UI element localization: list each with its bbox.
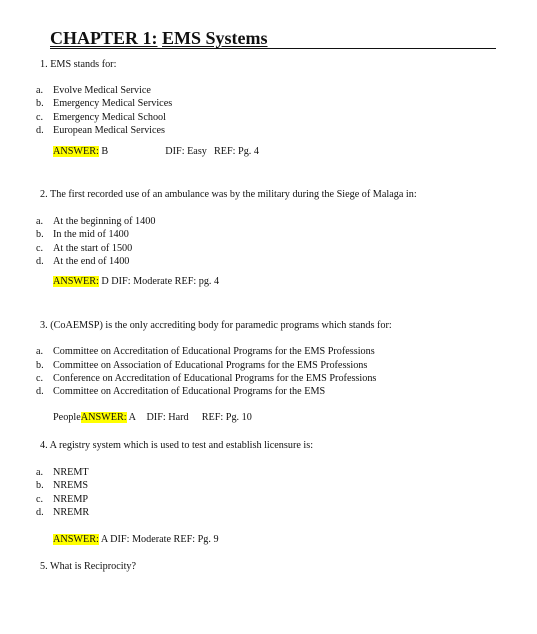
question-text: (CoAEMSP) is the only accrediting body for paramedic programs which stands for:	[50, 320, 392, 331]
question-3	[40, 320, 392, 331]
difficulty: DIF: Hard	[146, 412, 189, 423]
answer-line-3	[53, 412, 252, 423]
answer-prefix: People	[53, 412, 81, 423]
option-text: NREMS	[53, 480, 89, 491]
answer-line-4	[53, 534, 219, 545]
option-text: Evolve Medical Service	[53, 85, 151, 96]
option-4d	[36, 507, 89, 518]
option-text: NREMR	[53, 507, 90, 518]
option-letter: d.	[36, 386, 44, 397]
answer-value: D	[101, 276, 109, 287]
option-1d	[36, 125, 165, 136]
option-letter: a.	[36, 216, 44, 227]
option-text: At the beginning of 1400	[53, 216, 156, 227]
reference: REF: Pg. 4	[213, 146, 259, 157]
option-text: At the start of 1500	[53, 243, 133, 254]
question-1	[40, 59, 116, 70]
option-4b	[36, 480, 88, 491]
option-text: Committee on Association of Educational Programs for the EMS Professions	[53, 360, 368, 371]
question-number: 5.	[40, 561, 48, 572]
option-letter: d.	[36, 507, 44, 518]
answer-value: B	[101, 146, 109, 157]
option-text: Emergency Medical Services	[53, 98, 173, 109]
option-letter: c.	[36, 112, 44, 123]
option-letter: b.	[36, 480, 44, 491]
question-4	[40, 440, 313, 451]
option-2c	[36, 243, 132, 254]
option-1a	[36, 85, 151, 96]
answer-label: ANSWER:	[53, 146, 99, 157]
option-2d	[36, 256, 129, 267]
option-1c	[36, 112, 166, 123]
chapter-title-rule	[50, 28, 496, 49]
option-letter: c.	[36, 494, 44, 505]
question-number: 3.	[40, 320, 48, 331]
option-letter: b.	[36, 98, 44, 109]
answer-value: A	[128, 412, 136, 423]
question-text: The first recorded use of an ambulance was by the military during the Siege of Malaga in:	[50, 189, 417, 200]
option-3b	[36, 360, 367, 371]
question-number: 4.	[40, 440, 48, 451]
option-3c	[36, 373, 376, 384]
reference: REF: Pg. 9	[173, 534, 219, 545]
option-text: At the end of 1400	[53, 256, 130, 267]
option-text: Committee on Accreditation of Educational Programs for the EMS	[53, 386, 326, 397]
option-3a	[36, 346, 375, 357]
option-text: In the mid of 1400	[53, 229, 129, 240]
difficulty: DIF: Easy	[165, 146, 207, 157]
option-2b	[36, 229, 129, 240]
option-letter: b.	[36, 360, 44, 371]
option-letter: a.	[36, 346, 44, 357]
option-1b	[36, 98, 172, 109]
answer-label: ANSWER:	[80, 412, 127, 423]
answer-value: A	[100, 534, 108, 545]
option-letter: d.	[36, 125, 44, 136]
question-text: What is Reciprocity?	[50, 561, 137, 572]
answer-line-1	[53, 146, 259, 157]
option-4a	[36, 467, 89, 478]
answer-label: ANSWER:	[53, 534, 99, 545]
reference: REF: Pg. 10	[201, 412, 252, 423]
question-number: 2.	[40, 189, 48, 200]
option-3d	[36, 386, 325, 397]
option-letter: c.	[36, 243, 44, 254]
difficulty: DIF: Moderate	[111, 276, 173, 287]
option-letter: a.	[36, 85, 44, 96]
option-letter: c.	[36, 373, 44, 384]
option-2a	[36, 216, 155, 227]
option-text: NREMP	[53, 494, 89, 505]
question-text: A registry system which is used to test and establish licensure is:	[49, 440, 314, 451]
question-number: 1.	[40, 59, 48, 70]
question-5	[40, 561, 136, 572]
question-text: EMS stands for:	[50, 59, 117, 70]
option-text: European Medical Services	[53, 125, 166, 136]
option-letter: d.	[36, 256, 44, 267]
chapter-title-prefix: CHAPTER 1:	[50, 28, 158, 48]
reference: REF: pg. 4	[174, 276, 220, 287]
option-text: Conference on Accreditation of Educational Programs for the EMS Professions	[53, 373, 377, 384]
answer-label: ANSWER:	[53, 276, 99, 287]
question-2	[40, 189, 417, 200]
answer-line-2	[53, 276, 219, 287]
difficulty: DIF: Moderate	[110, 534, 171, 545]
chapter-title	[50, 28, 496, 48]
option-4c	[36, 494, 88, 505]
option-text: NREMT	[53, 467, 89, 478]
option-letter: b.	[36, 229, 44, 240]
option-text: Committee on Accreditation of Educational Programs for the EMS Professions	[53, 346, 375, 357]
option-text: Emergency Medical School	[53, 112, 166, 123]
option-letter: a.	[36, 467, 44, 478]
chapter-title-suffix: EMS Systems	[162, 28, 268, 48]
